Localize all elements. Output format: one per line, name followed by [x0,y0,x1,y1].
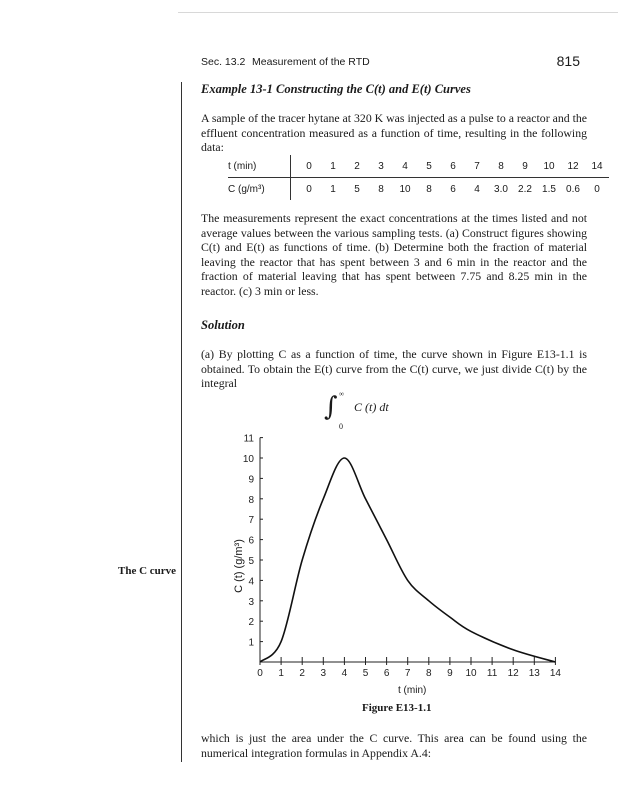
x-tick-label: 6 [383,668,390,679]
x-tick-label: 9 [447,668,453,679]
x-tick-label: 0 [257,668,263,679]
example-intro: A sample of the tracer hytane at 320 K was injected as a pulse to a reactor and the effluent concentration measured as a function of time, resulting in the following data: [201,111,587,155]
table-cell-concentration: 8 [426,183,432,195]
x-tick-label: 7 [404,668,411,679]
table-cell-concentration: 8 [378,183,384,195]
integral-expression: C (t) dt [354,400,389,414]
x-tick-label: 11 [486,668,498,679]
y-tick-label: 9 [248,474,254,486]
x-tick-label: 10 [465,668,477,679]
y-tick-label: 8 [248,494,254,506]
table-cell-concentration: 3.0 [494,183,508,195]
top-rule [178,12,618,13]
problem-statement: The measurements represent the exact concentrations at the times listed and not average values between the various sampling tests. (a) Construct figures showing C(t) and E(t) as functions of time. (b) Determine both the fraction of material leaving the reactor that has spent between 3 and 6 min in the reactor and the fraction of material leaving that has spent between 7.75 and 8.25 min in the reactor. (c) 3 min or less. [201,211,587,298]
table-cell-concentration: 0 [594,183,600,195]
table-cell-time: 14 [585,155,609,178]
x-tick-label: 14 [549,668,561,679]
table-cell-concentration: 1 [330,183,336,195]
table-cell-concentration: 0 [306,183,312,195]
example-title: Example 13-1 Constructing the C(t) and E(t) Curves [201,82,471,96]
solution-part-a: (a) By plotting C as a function of time, the curve shown in Figure E13-1.1 is obtained. To obtain the E(t) curve from the C(t) curve, we just divide C(t) by the integral [201,347,587,391]
x-tick-label: 12 [507,668,519,679]
section-title: Measurement of the RTD [252,56,370,68]
table-cell-time: 3 [369,155,393,178]
example-margin-bar [181,82,182,762]
y-tick-label: 6 [248,535,254,547]
section-number: Sec. 13.2 [201,56,246,68]
y-tick-label: 3 [248,596,254,608]
solution-heading: Solution [201,318,245,332]
table-cell-concentration: 0.6 [566,183,580,195]
table-cell-time: 5 [417,155,441,178]
table-cell-time: 7 [465,155,489,178]
x-tick-label: 8 [426,668,432,679]
figure-caption: Figure E13-1.1 [362,702,432,714]
table-cell-concentration: 1.5 [542,183,556,195]
table-row-time [228,155,609,178]
table-cell-time: 10 [537,155,561,178]
x-tick-label: 13 [528,668,540,679]
y-tick-label: 4 [248,576,254,588]
table-cell-time: 2 [345,155,369,178]
y-tick-label: 11 [243,433,254,445]
figure-side-label: The C curve [118,565,177,577]
page-number: 815 [556,53,580,69]
table-row-label: t (min) [228,155,291,178]
y-tick-label: 2 [248,617,254,629]
table-cell-concentration: 5 [354,183,360,195]
x-tick-label: 5 [362,668,369,679]
table-cell-time: 4 [393,155,417,178]
table-cell-time: 12 [561,155,585,178]
c-curve-chart [225,433,570,690]
y-axis-label: C (t) (g/m³) [232,539,245,593]
x-tick-label: 3 [320,668,327,679]
integral-upper-limit: ∞ [339,390,344,398]
table-row-label: C (g/m³) [228,183,265,195]
table-row-concentration [228,178,609,201]
y-tick-label: 7 [248,515,254,527]
table-cell-concentration: 10 [399,183,411,195]
y-tick-label: 5 [248,556,254,567]
c-curve-line [260,458,555,662]
integral-symbol: ∫ [324,392,338,422]
x-tick-label: 1 [278,668,284,679]
data-table [228,155,609,200]
table-cell-time: 9 [513,155,537,178]
table-cell-concentration: 4 [474,183,480,195]
y-tick-label: 1 [248,637,254,649]
table-cell-time: 1 [321,155,345,178]
solution-closing: which is just the area under the C curve. This area can be found using the numerical integration formulas in Appendix A.4: [201,731,587,760]
table-cell-time: 6 [441,155,465,178]
x-tick-label: 4 [341,668,348,679]
table-cell-time: 0 [297,155,321,178]
table-cell-time: 8 [489,155,513,178]
x-axis-label: t (min) [398,685,427,696]
x-tick-label: 2 [299,668,305,679]
y-tick-label: 10 [242,454,254,465]
table-cell-concentration: 2.2 [518,183,532,195]
integral-lower-limit: 0 [339,422,343,431]
table-cell-concentration: 6 [450,183,456,195]
